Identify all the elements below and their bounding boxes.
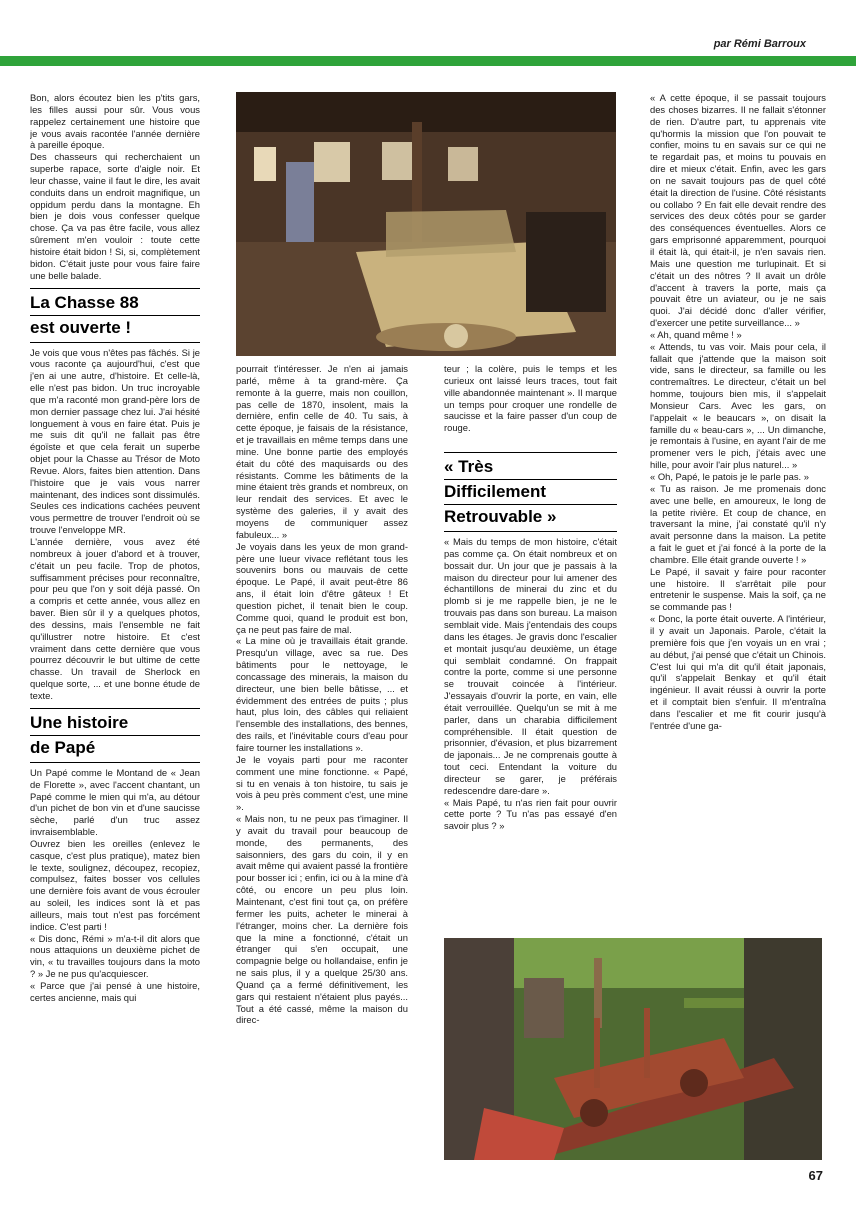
heading-line: « Très: [444, 455, 617, 480]
section-heading-retrouvable: [444, 452, 617, 532]
paragraph: « Oh, Papé, le patois je le parle pas. »: [650, 471, 809, 482]
heading-line: La Chasse 88: [30, 291, 200, 316]
paragraph: Je le voyais parti pour me raconter comment une mine fonctionne. « Papé, si tu en venais à ton histoire, tu sais je vois à peu près comment c'est, une mine ».: [236, 753, 408, 813]
column-3: [444, 363, 617, 918]
paragraph: L'année dernière, vous avez été nombreux à jouer d'abord et à trouver, c'était un peu facile. Trop de photos, suffisamment précises pour reconnaître, pour peu que l'on y soit déjà passé. On a compris et cette année, vous allez en baver. Bien sûr il y a quelques photos, des dessins, mais l'ensemble ne fait qu'illustrer notre histoire. Et c'est vraiment dans cette dernière que vous pourrez découvrir le but ultime de cette chasse. Un travail de Sherlock en quelque sorte, ... et une bonne étude de texte.: [30, 536, 200, 701]
paragraph: Je voyais dans les yeux de mon grand-père une lueur vivace reflétant tous les souvenirs bons ou mauvais de cette époque. Le Papé, il avait peut-être 86 ans, il était loin d'être gâteux ! Et question pichet, il tenait bien le coup. Comme quoi, quand le produit est bon, ça ne peut pas faire de mal.: [236, 540, 408, 635]
section-heading-histoire: [30, 708, 200, 763]
paragraph: pourrait t'intéresser. Je n'en ai jamais parlé, même à ta grand-mère. Ça remonte à la guerre, mais non couillon, pas celle de 1870, insolent, mais la dernière, enfin celle de 40. Tu sais, à cette époque, je faisais de la résistance, et je travaillais en même temps dans une mine. Une bonne partie des employés était du côté des maquisards ou des résistants. Comme les bâtiments de la mine étaient très grands et nombreux, on leur rendait des services. Et avec le système des galeries, il y avait des moyens de communiquer assez fabuleux... »: [236, 363, 408, 540]
heading-line: Difficilement: [444, 480, 617, 505]
paragraph: « Mais du temps de mon histoire, c'était pas comme ça. On était nombreux et on bossait dur. Un jour que je passais à la maison du directeur pour lui amener des échantillons de minerai du zinc et du plomb si je me rappelle bien, je ne le trouvais pas dans son bureau. La maison semblait vide. Mais j'entendais des coups dans les étages. Je gravis donc l'escalier et montait jusqu'au deuxième, un étage qui semblait condamné. On frappait contre la porte, comme si une personne se trouvait coincée à l'intérieur. J'essayais d'ouvrir la porte, en vain, elle était verrouillée. Quelqu'un se mit à me parler, dans un charabia difficilement compréhensible. Il était question de prisonnier, d'évasion, et plus bizarrement de japonais... Je ne comprenais goutte à tout ceci. Entendant la voiture du directeur se garer, je préférais redescendre dare-dare ».: [444, 536, 617, 796]
paragraph: « A cette époque, il se passait toujours des choses bizarres. Il ne fallait s'étonner de rien. D'autre part, tu apprenais vite qu'hormis la mission que l'on pouvait te confier, moins tu en savais sur ce qui ne te regardait pas, et moins tu pouvais en dire et mieux c'était. Enfin, avec les gars on ne savait toujours pas de quel côté était la direction de l'usine. Côté résistants ou collabo ? En fait elle devait rendre des services des deux côtés pour se garder des conséquences éventuelles. Alors ce gars emprisonné apparemment, pourquoi il était là, qui était-il, je n'en savais rien. Mais une question me turlupinait. Et si c'était un des nôtres ? Il avait un drôle d'accent à travers la porte, mais ça pouvait être un aviateur, ou je ne sais quoi. J'ai décidé donc d'aller vérifier, d'exercer une petite surveillance... »: [650, 92, 826, 329]
paragraph: « Dis donc, Rémi » m'a-t-il dit alors que nous attaquions un deuxième pichet de vin, « tu travailles toujours dans la moto ? » Je ne pus qu'acquiescer.: [30, 932, 200, 980]
paragraph: « Donc, la porte était ouverte. A l'intérieur, il y avait un Japonais. Parole, c'était la première fois que j'en voyais un en vrai ; au début, j'ai pensé que c'était un Chinois. C'est lui qui m'a dit qu'il était japonais, qu'il s'appelait Benkay et qu'il était ingénieur. Il avait réussi à ouvrir la porte et il comptait bien s'enfuir. Il m'entraîna dans l'escalier et me fit courir jusqu'à l'entrée d'une ga-: [650, 613, 826, 731]
paragraph: « Attends, tu vas voir. Mais pour cela, il fallait que j'attende que la maison soit vide, sans le directeur, sa famille ou les contremaîtres. Le directeur, c'était un bel homme, toujours bien mis, il s'appelait Monsieur Cars. Avec les gars, on l'appelait « le beaucars », on disait la famille du « beau-cars », ... Un dimanche, je remontais à l'usine, en ayant l'air de me promener vers le pich, j'étais avec une hille, pour avoir l'air plus naturel... »: [650, 340, 826, 471]
paragraph: Le Papé, il savait y faire pour raconter une histoire. Il s'arrêtait pile pour entretenir le suspense. Mais la soif, ça ne se commande pas !: [650, 565, 826, 613]
heading-line: est ouverte !: [30, 317, 132, 337]
heading-line: de Papé: [30, 737, 96, 757]
photo-abandoned-car-image: [236, 92, 616, 356]
column-2: [236, 363, 408, 1177]
page-number: 67: [808, 1168, 823, 1183]
paragraph: « Mais Papé, tu n'as rien fait pour ouvrir cette porte ? Tu n'as pas essayé d'en savoir plus ? »: [444, 796, 617, 832]
paragraph: « Tu as raison. Je me promenais donc avec une belle, en amoureux, le long de la petite rivière. Et coup de chance, en traversant la mine, j'ai constaté qu'il n'y avait personne dans la maison. La petite a fait le guet et j'ai foncé à la porte de la chambre. Elle était grande ouverte ! »: [650, 482, 826, 565]
photo-mine-cart-image: [444, 938, 822, 1160]
photo-abandoned-car: [236, 92, 616, 356]
paragraph: « Ah, quand même ! »: [650, 328, 742, 340]
paragraph: « Parce que j'ai pensé à une histoire, certes ancienne, mais qui: [30, 980, 200, 1003]
paragraph: teur ; la colère, puis le temps et les curieux ont laissé leurs traces, tout fait ville abandonnée maintenant ». Il marque un temps pour croquer une rondelle de saucisse et la faire passer d'un coup de rouge.: [444, 363, 617, 434]
paragraph: Ouvrez bien les oreilles (enlevez le casque, c'est plus pratique), matez bien le texte, soulignez, découpez, recopiez, compulsez, faites bosser vos cellules une dernière fois avant de vous écrouler au soleil, les indices sont là et pas ailleurs, mais tout n'est pas forcément indice. C'est parti !: [30, 837, 200, 932]
column-4: [650, 92, 826, 918]
paragraph: Un Papé comme le Montand de « Jean de Florette », avec l'accent chantant, un Papé comme le mien qui m'a, au détour d'un pichet de bon vin et d'une saucisse sèche, parlé d'un truc assez invraisemblable.: [30, 766, 200, 838]
paragraph: « La mine où je travaillais était grande. Presqu'un village, avec sa rue. Des bâtiments pour le nettoyage, le concassage des minerais, la maison du directeur, une bien belle bâtisse, ... et évidemment des entrées de puits ; plus haut, plus loin, des câbles qui reliaient l'ensemble des installations, des bennes, des rails, et l'inévitable cours d'eau pour faire tourner les installations ».: [236, 635, 408, 753]
heading-line: Retrouvable »: [444, 507, 557, 527]
paragraph: Je vois que vous n'êtes pas fâchés. Si je vous raconte ça aujourd'hui, c'est que j'en ai une autre, d'histoire. Et celle-là, elle n'est pas bidon. Un truc incroyable que m'a raconté mon grand-père lors de mon dernier passage chez lui. J'ai hésité longuement à vous en faire état. Puis je me suis dit qu'il ne fallait pas être égoïste et que cela ferait un superbe objet pour la Chasse au Trésor de Moto Revue. Alors, faites bien attention. Dans l'histoire que je vais vous narrer maintenant, des indices sont dissimulés. Seules ces indications cachées peuvent vous permettre de trouver l'endroit où se trouve l'enveloppe MR.: [30, 346, 200, 536]
intro-paragraph-2: Des chasseurs qui recherchaient un superbe rapace, sorte d'aigle noir. Et leur chasse, vaine il faut le dire, les avait conduits dans un endroit magnifique, un oppidum perdu dans la montagne. Eh bien je dois vous confesser quelque chose. Ça va pas être facile, vous allez sûrement m'en vouloir : toute cette histoire était bidon ! Si, si, complètement bidon. C'était juste pour vous faire faire une belle balade.: [30, 151, 200, 281]
header-rule: [0, 56, 856, 66]
section-heading-chasse: [30, 288, 200, 343]
byline: par Rémi Barroux: [713, 38, 806, 50]
intro-paragraph: Bon, alors écoutez bien les p'tits gars, les filles aussi pour sûr. Vous vous rappelez certainement une histoire que je vous avais racontée l'année dernière à pareille époque.: [30, 92, 200, 151]
heading-line: Une histoire: [30, 711, 200, 736]
photo-mine-cart: [444, 938, 822, 1160]
column-1: [30, 92, 200, 1177]
paragraph: « Mais non, tu ne peux pas t'imaginer. Il y avait du travail pour beaucoup de monde, des permanents, des saisonniers, des gars du coin, il y en avait même qui avaient passé la frontière pour bosser ici ; enfin, ici ou à la mine d'à côté, ou encore un peu plus loin. Maintenant, c'est fini tout ça, on préfère fermer les puits, acheter le minerai à l'étranger, moins cher. La dernière fois que la mine a fonctionné, c'était un étranger qui s'en occupait, une compagnie belge ou hollandaise, enfin je ne sais plus, il y a quelque 25/30 ans. Quand ça a fermé définitivement, les gars qui restaient n'étaient plus payés... Tout a été cassé, même la maison du direc-: [236, 813, 408, 1026]
